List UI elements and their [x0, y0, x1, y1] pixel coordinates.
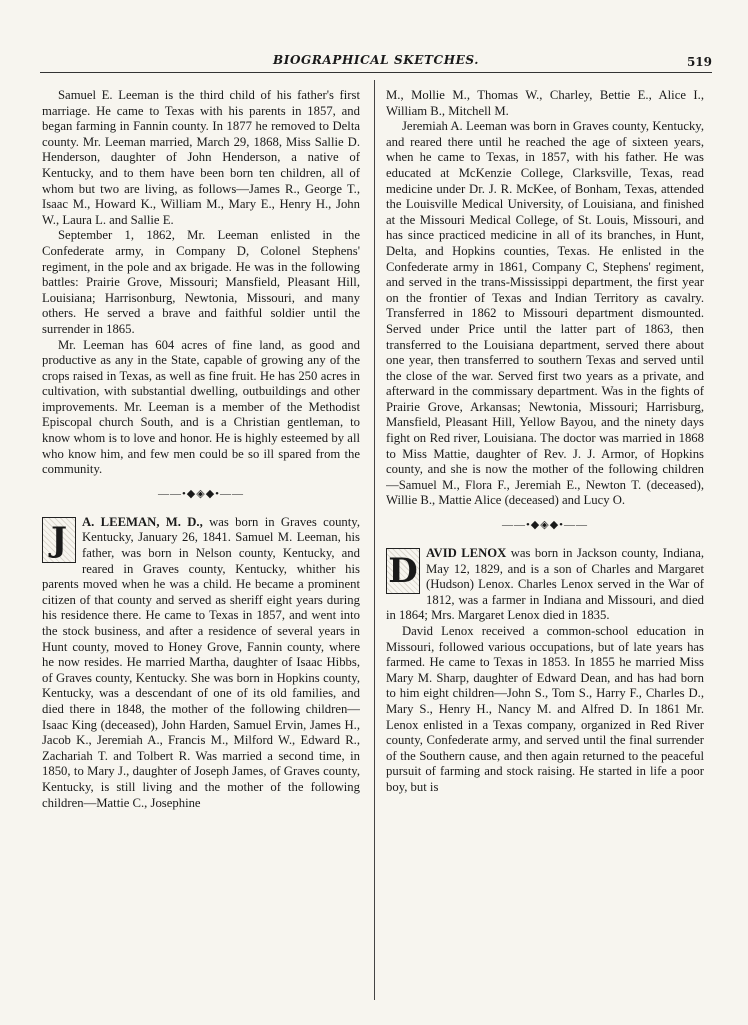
sketch-lead-name: AVID LENOX — [426, 546, 507, 561]
paragraph-david-lenox-life: David Lenox received a common-school education in Missouri, followed various occupations, but of late years has farmed. He came to Texas in 1853. In 1855 he married Miss Mary M. Sharp, daughter of Edward Dean, and has had born to him eight children—John S., Tom S., Harry F., Charles D., Mary S., Henry H., Nancy M. and Alfred D. In 1861 Mr. Lenox enlisted in a Texas company, organized in Red River county, Confederate army, and served until the final surrender of the Southern cause, and then again returned to the peaceful pursuit of farming and stock raising. He started in life a poor boy, but is — [386, 624, 704, 794]
paragraph-ja-leeman-intro — [42, 515, 360, 811]
sketch-body: was born in Jackson county, Indiana, May 12, 1829, and is a son of Charles and Margaret (Hudson) Lenox. Charles Lenox served in the War of 1812, was a farmer in Indiana and Missouri, and died in 1864; Mrs. Margaret Lenox died in 1835. — [386, 546, 704, 623]
drop-cap-letter: J — [50, 519, 68, 560]
paragraph-jeremiah-leeman: Jeremiah A. Leeman was born in Graves county, Kentucky, and reared there until he reached the age of sixteen years, when he came to Texas, in 1857, with his father. He was educated at McKenzie College, Clarksville, Texas, read medicine under Dr. J. R. McKee, of Bonham, Texas, attended the Louisville Medical University, of Louisiana, and finished at the Missouri Medical College, of St. Louis, Missouri, and has since practiced medicine in all of its branches, in Hunt, Delta, and Hopkins counties, Texas. He enlisted in the Confederate army in 1861, Company C, Stephens' regiment, and served in the trans-Mississippi department, the first year on the frontier of Texas and Indian Territory as cavalry. Transferred in 1862 to Missouri department dismounted. Served under Price until the latter part of 1863, then transferred to the Louisiana department, served there about one year, then transferred to southern Texas and served until the close of the war. Served first two years as a private, and afterward in the commissary department. Was in the fights of Prairie Grove, Arkansas; Newtonia, Missouri; Harrisburg, Mansfield, Pleasant Hill, Yellow Bayou, and the ninety days fight on Red river, Louisiana. The doctor was married in 1868 to Miss Mattie, daughter of Rev. J. J. Armor, of Hopkins county, and she is now the mother of the following children —Samuel M., Flora F., Jeremiah E., Newton T. (deceased), Willie B., Mattie Alice (deceased) and Lucy O. — [386, 119, 704, 508]
right-column — [386, 88, 704, 998]
sketch-ja-leeman — [42, 515, 360, 811]
left-column — [42, 88, 360, 998]
page-header — [40, 50, 712, 73]
drop-cap-letter: D — [388, 551, 418, 592]
column-rule — [374, 80, 375, 1000]
paragraph-david-lenox-intro — [386, 546, 704, 624]
section-divider — [386, 516, 704, 538]
paragraph-children-continued: M., Mollie M., Thomas W., Charley, Bettie E., Alice I., William B., Mitchell M. — [386, 88, 704, 118]
section-divider — [42, 485, 360, 507]
sketch-lead-name: A. LEEMAN, M. D., — [82, 514, 203, 529]
paragraph-samuel-leeman-land: Mr. Leeman has 604 acres of fine land, as good and productive as any in the State, capable of growing any of the crops raised in Texas, as well as fine fruit. He has 250 acres in cultivation, with substantial dwelling, outbuildings and other improvements. Mr. Leeman is a member of the Methodist Episcopal church South, and is a Christian gentleman, to know whom is to love and honor. He is highly esteemed by all who know him, and few men could be so ill spared from the community. — [42, 337, 360, 477]
page-number: 519 — [686, 55, 712, 69]
drop-cap-j — [42, 517, 76, 563]
sketch-david-lenox — [386, 546, 704, 796]
drop-cap-d — [386, 548, 420, 594]
paragraph-samuel-leeman-army: September 1, 1862, Mr. Leeman enlisted in the Confederate army, in Company D, Colonel Stephens' regiment, in the pole and ax brigade. He was in the following battles: Prairie Grove, Missouri; Mansfield, Pleasant Hill, Louisiana; Harrisonburg, Newtonia, Missouri, and many others. He served a brave and faithful soldier until the surrender in 1865. — [42, 228, 360, 336]
paragraph-samuel-leeman-family: Samuel E. Leeman is the third child of his father's first marriage. He came to Texas with his parents in 1857, and began farming in Fannin county. In 1877 he removed to Delta county. Mr. Leeman married, March 29, 1868, Miss Sallie D. Henderson, daughter of John Henderson, a native of Kentucky, and to them have been born ten children, all of whom but two are living, as follows—James R., George T., Isaac M., Howard K., William M., Mary E., Henry H., John W., Laura L. and Sallie E. — [42, 88, 360, 227]
running-head: BIOGRAPHICAL SKETCHES. — [272, 53, 479, 67]
ornament-divider-glyph: ——•◆◈◆•—— — [501, 519, 589, 532]
sketch-body: was born in Graves county, Kentucky, January 26, 1841. Samuel M. Leeman, his father, was born in Nelson county, Kentucky, and reared in Graves county, Kentucky, whither his parents moved when he was a child. He became a prominent citizen of that county and served as sheriff eight years during his residence there. He came to Texas in 1857, and went into the stock business, and after a residence of several years in Hunt county, moved to Honey Grove, Fannin county, where he now resides. He married Martha, daughter of Isaac Hibbs, of Graves county, Kentucky. She was born in Hopkins county, Kentucky, was a descendant of one of its old families, and died there in 1848, the mother of the following children—Isaac King (deceased), John Harden, Samuel Ervin, James H., Jacob K., Jeremiah A., Francis M., Milford W., Edward R., Zachariah T. and Tolbert R. Was married a second time, in 1850, to Mary J., daughter of Joseph James, of Graves county, Kentucky, is still living and the mother of the following children—Mattie C., Josephine — [42, 514, 360, 810]
ornament-divider-glyph: ——•◆◈◆•—— — [157, 487, 245, 500]
